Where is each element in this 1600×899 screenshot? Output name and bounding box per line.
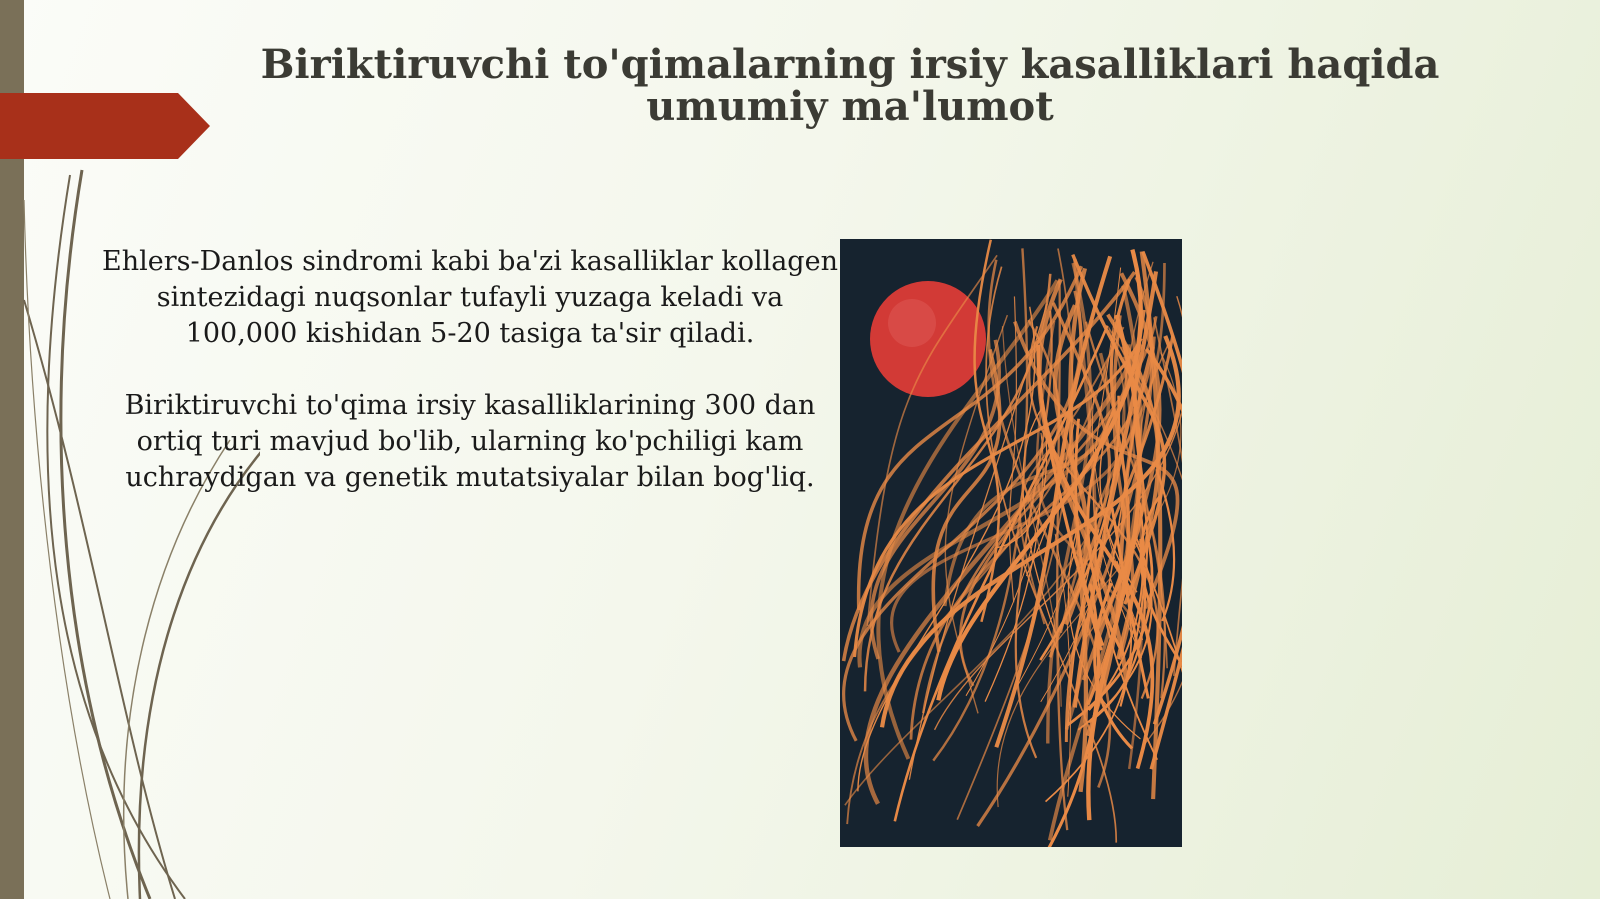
title-arrow-marker	[0, 93, 210, 159]
paragraph-2: Biriktiruvchi to'qima irsiy kasalliklarining 300 dan ortiq turi mavjud bo'lib, ularning ko'pchiligi kam uchraydigan va genetik mutatsiyalar bilan bog'liq.	[124, 390, 816, 493]
slide-body	[100, 244, 840, 532]
paragraph-1: Ehlers-Danlos sindromi kabi ba'zi kasalliklar kollagen sintezidagi nuqsonlar tufayli yuzaga keladi va 100,000 kishidan 5-20 tasiga ta'sir qiladi.	[102, 246, 838, 349]
collagen-fibers-photo	[840, 239, 1182, 847]
slide-title: Biriktiruvchi to'qimalarning irsiy kasalliklari haqida umumiy ma'lumot	[260, 41, 1440, 130]
